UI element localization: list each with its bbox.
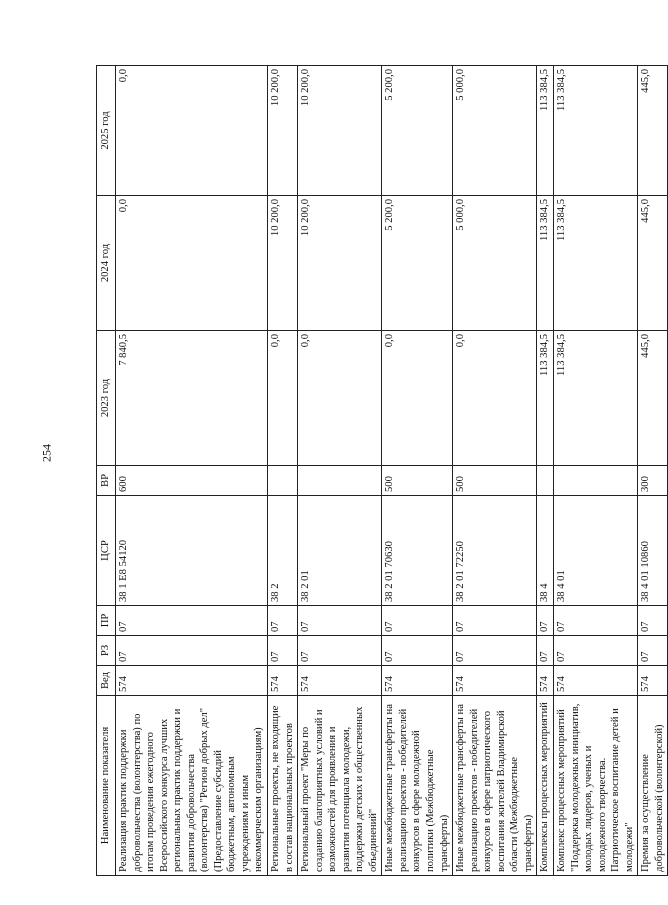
cell-2024: 445,0: [638, 196, 668, 331]
cell-ved: 574: [638, 666, 668, 696]
cell-name: Иные межбюджетные трансферты на реализацию проектов - победителей конкурсов в сфере молодежной политики (Межбюджетные трансферты): [382, 696, 453, 876]
cell-rz: 07: [382, 636, 453, 666]
cell-rz: 07: [638, 636, 668, 666]
cell-pr: 07: [553, 606, 637, 636]
cell-2023: 0,0: [268, 331, 298, 466]
cell-ved: 574: [268, 666, 298, 696]
table-row: [553, 66, 637, 876]
cell-rz: 07: [298, 636, 382, 666]
cell-vr: [298, 466, 382, 496]
cell-ved: 574: [116, 666, 268, 696]
cell-vr: 500: [382, 466, 453, 496]
cell-pr: 07: [638, 606, 668, 636]
table-row: [116, 66, 268, 876]
header-vr: ВР: [97, 466, 116, 496]
cell-2025: 445,0: [638, 66, 668, 196]
cell-2025: 0,0: [116, 66, 268, 196]
cell-pr: 07: [298, 606, 382, 636]
cell-name: Реализация практик поддержки добровольчества (волонтерства) по итогам проведения ежегодного Всероссийского конкурса лучших региональных практик поддержки и развития добровольчества (волонтерства) "Регион добрых дел" (Предоставление субсидий бюджетным, автономным учреждениям и иным некоммерческим организациям): [116, 696, 268, 876]
cell-rz: 07: [116, 636, 268, 666]
cell-pr: 07: [453, 606, 537, 636]
cell-2023: 0,0: [453, 331, 537, 466]
cell-2025: 113 384,5: [553, 66, 637, 196]
cell-name: Региональные проекты, не входящие в состав национальных проектов: [268, 696, 298, 876]
cell-2024: 10 200,0: [268, 196, 298, 331]
table-row: [638, 66, 668, 876]
cell-2024: 5 000,0: [453, 196, 537, 331]
cell-vr: [268, 466, 298, 496]
header-ved: Вед: [97, 666, 116, 696]
table-row: [453, 66, 537, 876]
page-number: 254: [39, 444, 54, 462]
cell-2024: 0,0: [116, 196, 268, 331]
cell-name: Комплексы процессных мероприятий: [537, 696, 554, 876]
table-row: [537, 66, 554, 876]
table-row: [382, 66, 453, 876]
table-row: [268, 66, 298, 876]
cell-2024: 10 200,0: [298, 196, 382, 331]
header-name: Наименование показателя: [97, 696, 116, 876]
cell-csr: 38 2: [268, 496, 298, 606]
cell-name: Региональный проект "Меры по созданию благоприятных условий и возможностей для проявления и развития потенциала молодежи, поддержки детских и общественных объединений": [298, 696, 382, 876]
cell-ved: 574: [537, 666, 554, 696]
cell-2025: 5 200,0: [382, 66, 453, 196]
cell-2023: 113 384,5: [537, 331, 554, 466]
header-csr: ЦСР: [97, 496, 116, 606]
table-row: [298, 66, 382, 876]
header-pr: ПР: [97, 606, 116, 636]
cell-csr: 38 4 01 10860: [638, 496, 668, 606]
cell-ved: 574: [298, 666, 382, 696]
cell-csr: 38 2 01: [298, 496, 382, 606]
header-2025: 2025 год: [97, 66, 116, 196]
cell-csr: 38 1 E8 54120: [116, 496, 268, 606]
cell-name: Комплекс процессных мероприятий "Поддержка молодежных инициатив, молодых лидеров, ученых и молодежного творчества. Патриотическое воспитание детей и молодежи": [553, 696, 637, 876]
cell-rz: 07: [268, 636, 298, 666]
cell-name: Иные межбюджетные трансферты на реализацию проектов - победителей конкурсов в сфере патриотического воспитания жителей Владимирской области (Межбюджетные трансферты): [453, 696, 537, 876]
budget-table: [96, 65, 668, 876]
cell-2025: 10 200,0: [268, 66, 298, 196]
cell-2024: 113 384,5: [537, 196, 554, 331]
cell-rz: 07: [537, 636, 554, 666]
cell-2023: 0,0: [382, 331, 453, 466]
cell-vr: [553, 466, 637, 496]
cell-pr: 07: [537, 606, 554, 636]
cell-name: Премия за осуществление добровольческой (волонтерской): [638, 696, 668, 876]
cell-ved: 574: [453, 666, 537, 696]
cell-2024: 5 200,0: [382, 196, 453, 331]
header-rz: РЗ: [97, 636, 116, 666]
cell-vr: 500: [453, 466, 537, 496]
cell-2024: 113 384,5: [553, 196, 637, 331]
cell-csr: 38 2 01 72250: [453, 496, 537, 606]
cell-vr: 600: [116, 466, 268, 496]
cell-csr: 38 4 01: [553, 496, 637, 606]
cell-rz: 07: [553, 636, 637, 666]
cell-csr: 38 4: [537, 496, 554, 606]
cell-2023: 7 840,5: [116, 331, 268, 466]
cell-pr: 07: [382, 606, 453, 636]
cell-pr: 07: [116, 606, 268, 636]
rotated-page: [96, 66, 665, 876]
cell-2025: 10 200,0: [298, 66, 382, 196]
cell-pr: 07: [268, 606, 298, 636]
cell-2023: 0,0: [298, 331, 382, 466]
cell-ved: 574: [553, 666, 637, 696]
header-2023: 2023 год: [97, 331, 116, 466]
cell-2025: 5 000,0: [453, 66, 537, 196]
cell-vr: 300: [638, 466, 668, 496]
table-header-row: [97, 66, 116, 876]
cell-2023: 445,0: [638, 331, 668, 466]
cell-ved: 574: [382, 666, 453, 696]
header-2024: 2024 год: [97, 196, 116, 331]
cell-vr: [537, 466, 554, 496]
cell-2025: 113 384,5: [537, 66, 554, 196]
cell-csr: 38 2 01 70630: [382, 496, 453, 606]
cell-rz: 07: [453, 636, 537, 666]
cell-2023: 113 384,5: [553, 331, 637, 466]
